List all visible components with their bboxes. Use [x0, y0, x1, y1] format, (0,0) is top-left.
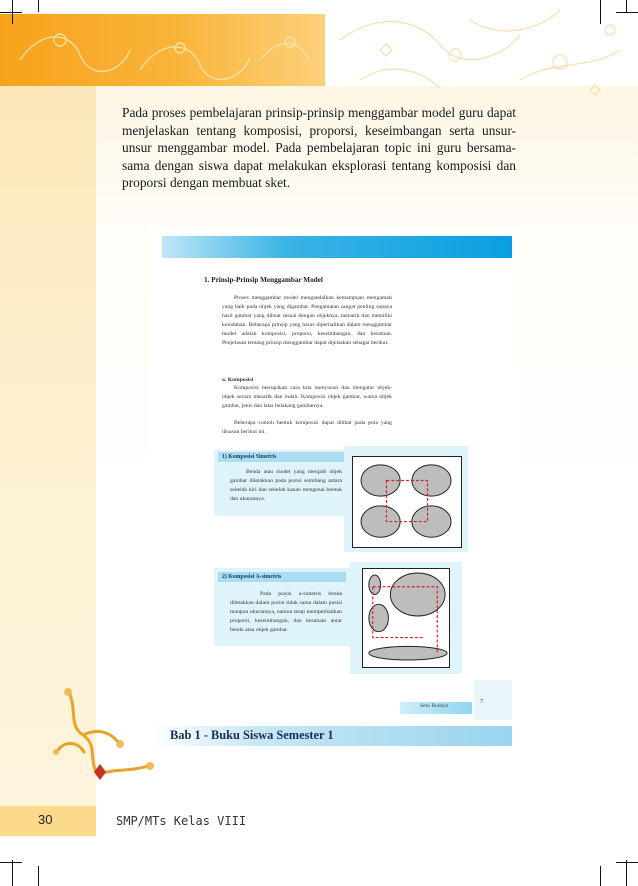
intro-paragraph: Pada proses pembelajaran prinsip-prinsip menggambar model guru dapat menjelaskan tentang komposisi, proporsi, keseimbangan serta unsur-unsur menggambar model. Pada pembelajaran topic ini guru bersama-sama dengan siswa dapat melakukan eksplorasi tentang komposisi dan proporsi dengan membuat sket.: [122, 105, 516, 191]
embedded-section-heading: 1. Prinsip-Prinsip Menggambar Model: [204, 276, 323, 284]
crop-mark: [0, 12, 22, 13]
crop-mark: [600, 866, 601, 886]
embedded-paragraph-2: Komposisi merupakan cara kita menyusun dan mengatur objek-objek secara menarik dan indah. Komposisi objek gambar, warna objek gambar, jenis dan latar belakang gambarnya.: [222, 385, 392, 409]
crop-mark: [626, 860, 627, 886]
embedded-paragraph-1: Proses menggambar model mengandalkan kemampuan mengamati yang baik pada objek yang digambar. Pengamatan sangat penting supaya hasil gambar yang dibuat sesuai dengan objeknya, menarik dan memiliki keindahan. Beberapa prinsip yang harus diperhatikan dalam menggambar model adalah komposisi, proporsi, keseimbangan, dan kesatuan. Penjelasan tentang prinsip menggambar dapat dijelaskan sebagai berikut.: [222, 295, 392, 346]
crop-mark: [616, 12, 638, 13]
embedded-subheading: a. Komposisi: [222, 377, 254, 383]
asymmetric-composition-text: Pada posisi a-simetris benda diletakkan dalam posisi tidak sama dalam posisi maupun ukurannya, namun tetap memperhatikan proporsi, keseimbangan, dan kesatuan antar benda atau objek gambar.: [230, 591, 342, 633]
asymmetric-composition-title: 2) Komposisi A-simetris: [218, 572, 346, 582]
symmetric-composition-text: Benda atau model yang menjadi objek gambar diletakkan pada posisi seimbang antara sebelah kiri dan sebelah kanan mengenai bentuk dan ukurannya.: [230, 469, 342, 502]
asymmetric-composition-figure: [362, 568, 450, 668]
embedded-paragraph-3: Beberapa contoh bentuk komposisi dapat dilihat pada pola yang disusun berikut ini.: [222, 420, 392, 435]
chapter-label: Bab 1 - Buku Siswa Semester 1: [170, 728, 334, 742]
crop-mark: [600, 0, 601, 24]
symmetric-composition-figure: [352, 456, 462, 548]
crop-mark: [626, 0, 627, 12]
floral-ornament: [38, 680, 168, 810]
crop-mark: [38, 866, 39, 886]
symmetric-composition-title: 1) Komposisi Simetris: [218, 452, 346, 462]
embedded-page-top-bar: [162, 236, 512, 258]
footer-book-title: SMP/MTs Kelas VIII: [116, 814, 247, 828]
embedded-page-number: 7: [480, 698, 484, 705]
crop-mark: [38, 0, 39, 12]
crop-mark: [616, 862, 638, 863]
crop-mark: [12, 860, 13, 886]
crop-mark: [0, 862, 22, 863]
header-swirl-ornament: [0, 0, 638, 110]
subject-label: Seni Budaya: [420, 703, 449, 709]
page-number: 30: [38, 812, 53, 827]
